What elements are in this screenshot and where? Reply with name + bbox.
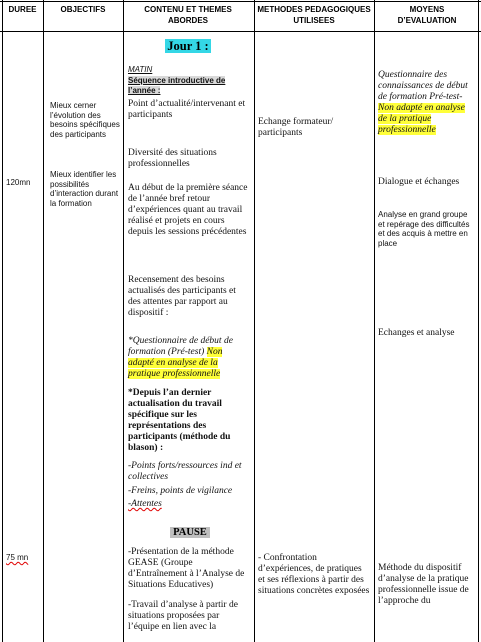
objective-1: Mieux cerner l’évolution des besoins spécifiques des participants: [50, 101, 120, 139]
eval-echanges: Echanges et analyse: [378, 328, 455, 338]
column-divider: [254, 0, 255, 642]
attentes: -Attentes: [128, 499, 162, 509]
column-divider: [123, 0, 124, 642]
column-divider: [374, 0, 375, 642]
point-actualite: Point d’actualité/intervenant et participants: [128, 99, 246, 120]
method-echange: Echange formateur/ participants: [258, 117, 334, 138]
morning-label: MATIN: [128, 65, 153, 74]
eval-dialogue: Dialogue et échanges: [378, 177, 460, 187]
method-confrontation: - Confrontation d’expériences, de pratiques et ses réflexions à partir des situations concrètes exposées: [258, 553, 370, 596]
blason-method: *Depuis l’an dernier actualisation du travail spécifique sur les représentations des participants (méthode du blason) :: [128, 388, 231, 453]
diversite-situations: Diversité des situations professionnelles: [128, 148, 217, 169]
recensement-besoins: Recensement des besoins actualisés des participants et des attentes par rapport au dispositif :: [128, 275, 236, 318]
eval-questionnaire: Questionnaire des connaissances de début de formation Pré-test-Non adapté en analyse de la pratique professionnelle: [378, 70, 468, 135]
travail-analyse: -Travail d’analyse à partir de situations proposées par l’équipe en lien avec la: [128, 600, 238, 632]
header-methodes: METHODES PEDAGOGIQUES UTILISEES: [257, 5, 371, 25]
table-border-right: [478, 0, 479, 642]
table-border-top: [0, 1, 481, 2]
debut-seance: Au début de la première séance de l’année bref retour d’expériences quant au travail réalisé et projets en cours depuis les sessions précédentes: [128, 183, 248, 237]
eval-analyse: Analyse en grand groupe et repérage des difficultés et des acquis à mettre en place: [378, 210, 470, 248]
freins-vigilance: -Freins, points de vigilance: [128, 486, 233, 496]
header-objectifs: OBJECTIFS: [60, 5, 106, 14]
duration-120: 120mn: [6, 178, 31, 187]
questionnaire-pre-test: *Questionnaire de début de formation (Pré-test) Non adapté en analyse de la pratique professionnelle: [128, 336, 233, 379]
table-border-left: [2, 0, 3, 642]
header-contenu: CONTENU ET THEMES ABORDES: [144, 5, 232, 25]
day-title: Jour 1 :: [167, 39, 209, 53]
header-duree: DUREE: [8, 5, 37, 14]
column-divider: [43, 0, 44, 642]
presentation-gease: -Présentation de la méthode GEASE (Groupe d’Entraînement à l’Analyse de Situations Educatives): [128, 547, 245, 590]
eval-methode: Méthode du dispositif d’analyse de la pratique professionnelle issue de l’approche du: [378, 563, 469, 606]
objective-2: Mieux identifier les possibilités d’interaction durant la formation: [50, 170, 119, 208]
sequence-title: Séquence introductive de l’année :: [128, 76, 226, 95]
duration-75: 75 mn: [6, 553, 29, 562]
header-moyens: MOYENS D’EVALUATION: [397, 5, 457, 25]
header-divider: [0, 31, 481, 32]
points-forts: -Points forts/ressources ind et collectives: [128, 461, 242, 482]
pause-label: PAUSE: [170, 527, 210, 538]
